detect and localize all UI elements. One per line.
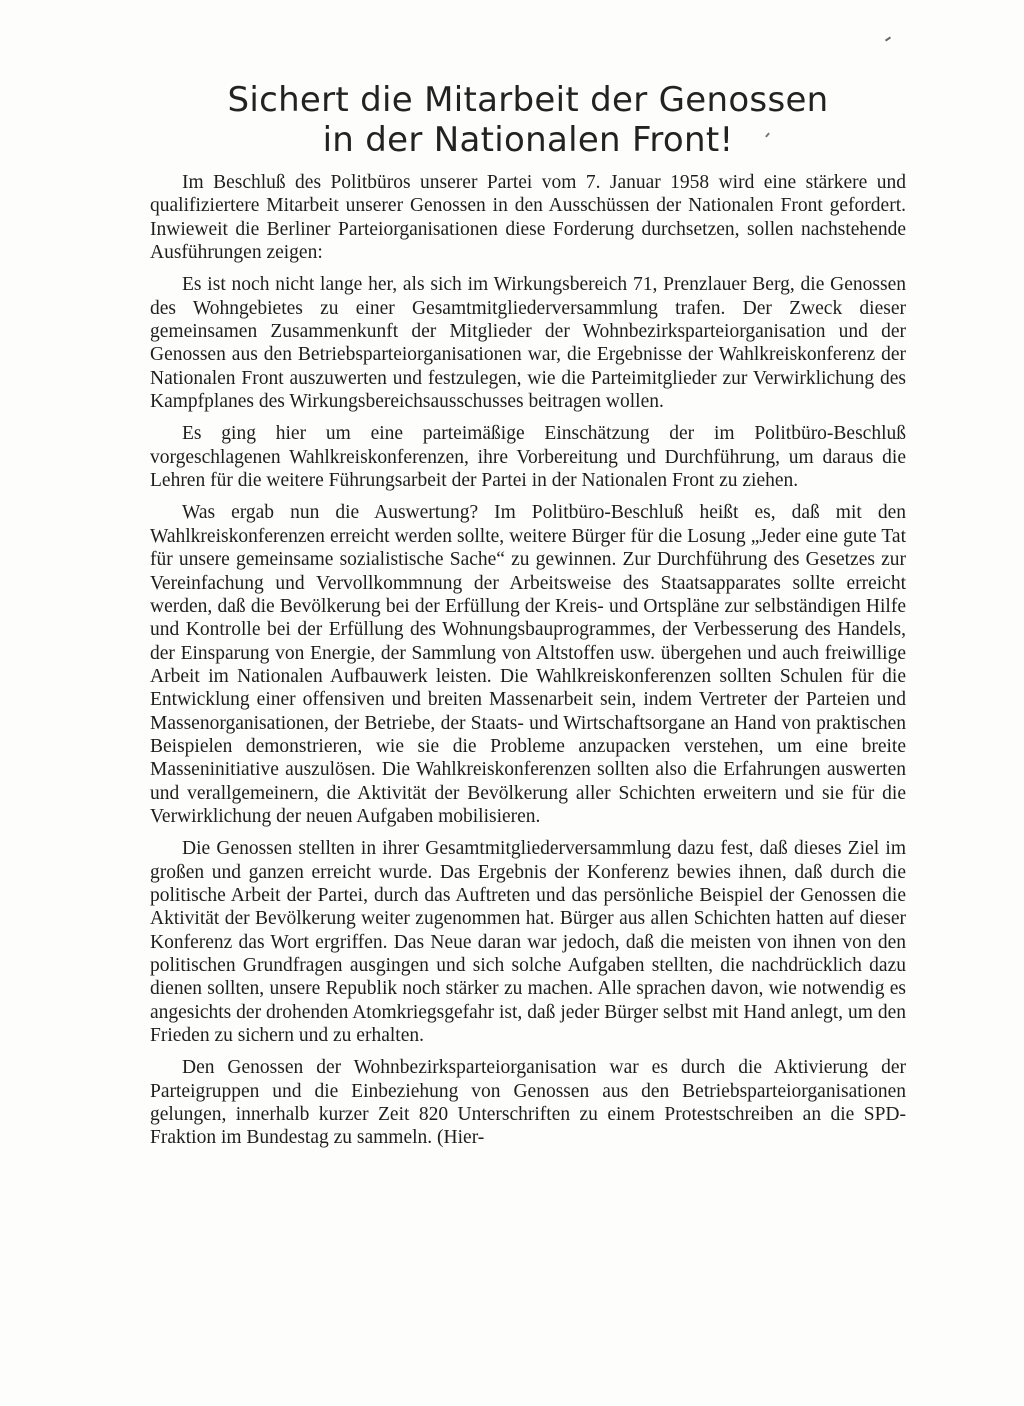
scan-speck <box>885 36 891 41</box>
paragraph: Den Genossen der Wohnbezirksparteiorganisation war es durch die Aktivierung der Parteigruppen und die Einbeziehung von Genossen aus den Betriebsparteiorganisationen gelungen, innerhalb kurzer Zeit 820 Unterschriften zu einem Protestschreiben an die SPD-Fraktion im Bundestag zu sammeln. (Hier- <box>150 1057 906 1149</box>
paragraph: Es ging hier um eine parteimäßige Einschätzung der im Politbüro-Beschluß vorgeschlagenen Wahlkreiskonferenzen, ihre Vorbereitung und Durchführung, um daraus die Lehren für die weitere Führungsarbeit der Partei in der Nationalen Front zu ziehen. <box>150 423 906 492</box>
paragraph: Es ist noch nicht lange her, als sich im Wirkungsbereich 71, Prenzlauer Berg, die Genossen des Wohngebietes zu einer Gesamtmitgliederversammlung trafen. Der Zweck dieser gemeinsamen Zusammenkunft der Mitglieder der Wohnbezirksparteiorganisation und der Genossen aus den Betriebsparteiorganisationen war, die Ergebnisse der Wahlkreiskonferenz der Nationalen Front auszuwerten und festzulegen, wie die Parteimitglieder zur Verwirklichung des Kampfplanes des Wirkungsbereichsausschusses beitragen wollen. <box>150 274 906 413</box>
article-title-line-1: Sichert die Mitarbeit der Genossen <box>227 80 829 120</box>
article-title-line-2: in der Nationalen Front! <box>322 120 734 160</box>
paragraph: Im Beschluß des Politbüros unserer Partei vom 7. Januar 1958 wird eine stärkere und qualifiziertere Mitarbeit unserer Genossen in den Ausschüssen der Nationalen Front gefordert. Inwieweit die Berliner Parteiorganisationen diese Forderung durchsetzen, sollen nachstehende Ausführungen zeigen: <box>150 172 906 264</box>
paragraph: Die Genossen stellten in ihrer Gesamtmitgliederversammlung dazu fest, daß dieses Ziel im großen und ganzen erreicht wurde. Das Ergebnis der Konferenz bewies ihnen, daß durch die politische Arbeit der Partei, durch das Auftreten und das persönliche Beispiel der Genossen die Aktivität der Bevölkerung weiter zugenommen hat. Bürger aus allen Schichten hatten auf dieser Konferenz das Wort ergriffen. Das Neue daran war jedoch, daß die meisten von ihnen von den politischen Grundfragen ausgingen und sich solche Aufgaben stellten, die nachdrücklich dazu dienen sollten, unsere Republik noch stärker zu machen. Alle sprachen davon, wie notwendig es angesichts der drohenden Atomkriegsgefahr ist, daß jeder Bürger selbst mit Hand anlegt, um den Frieden zu sichern und zu erhalten. <box>150 838 906 1047</box>
article-body <box>150 171 906 1150</box>
paragraph: Was ergab nun die Auswertung? Im Politbüro-Beschluß heißt es, daß mit den Wahlkreiskonferenzen erreicht werden sollte, weitere Bürger für die Losung „Jeder eine gute Tat für unsere gemeinsame sozialistische Sache“ zu gewinnen. Zur Durchführung des Gesetzes zur Vereinfachung und Vervollkommnung der Arbeitsweise des Staatsapparates sollte erreicht werden, daß die Bevölkerung bei der Erfüllung der Kreis- und Ortspläne zur selbständigen Hilfe und Kontrolle bei der Erfüllung des Wohnungsbauprogrammes, der Verbesserung des Handels, der Einsparung von Energie, der Sammlung von Altstoffen usw. übergehen und auch freiwillige Arbeit im Nationalen Aufbauwerk leisten. Die Wahlkreiskonferenzen sollten Schulen für die Entwicklung einer offensiven und breiten Massenarbeit sein, indem Vertreter der Parteien und Massenorganisationen, der Betriebe, der Staats- und Wirtschaftsorgane an Hand von praktischen Beispielen demonstrieren, wie sie die Probleme anzupacken verstehen, um eine breite Masseninitiative auszulösen. Die Wahlkreiskonferenzen sollten also die Erfahrungen auswerten und verallgemeinern, die Aktivität der Bevölkerung aller Schichten erweitern und sie für die Verwirklichung der neuen Aufgaben mobilisieren. <box>150 502 906 827</box>
